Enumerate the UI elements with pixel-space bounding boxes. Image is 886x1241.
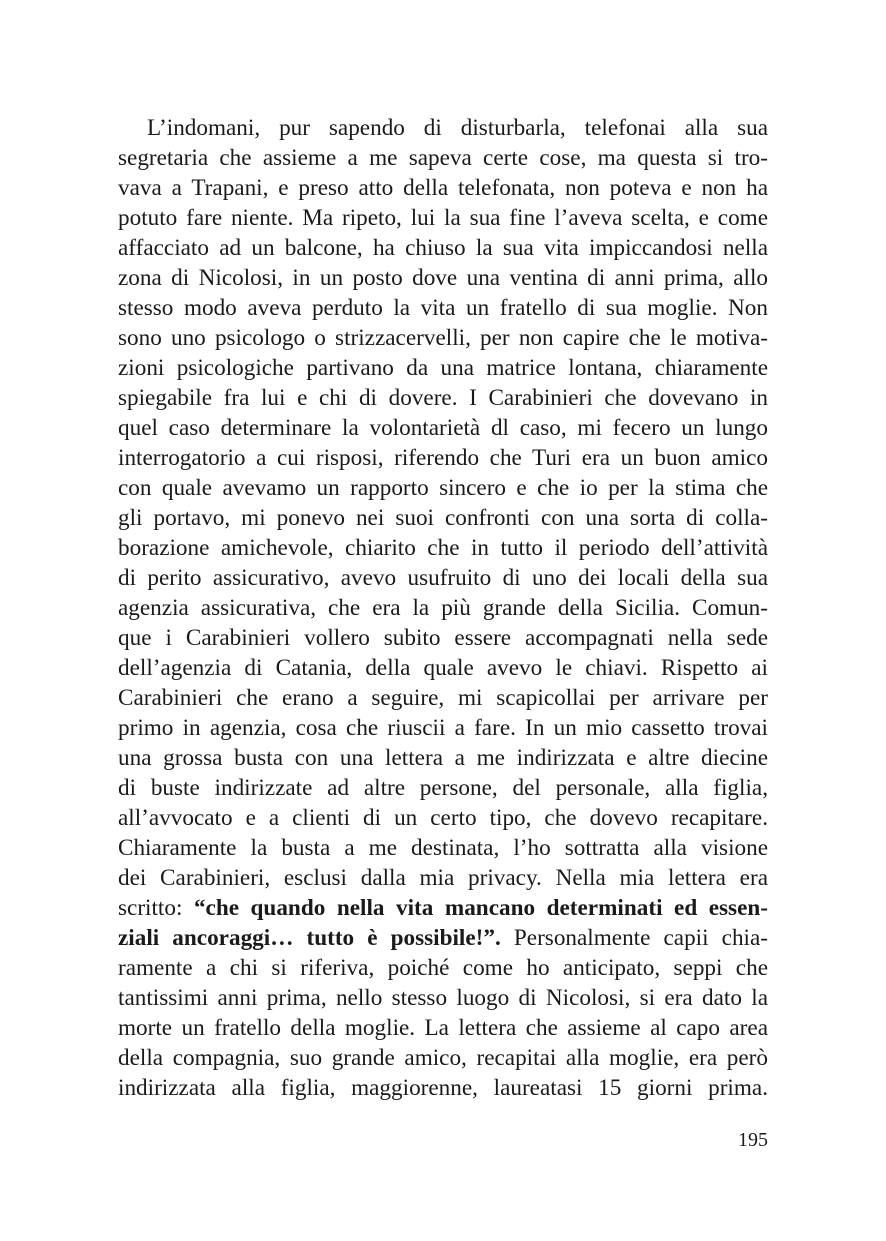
text-line: segretaria che assieme a me sapeva certe cose, ma questa si tro-	[118, 145, 768, 171]
text-line: stesso modo aveva perduto la vita un fratello di sua moglie. Non	[118, 295, 768, 321]
text-line: dei Carabinieri, esclusi dalla mia privacy. Nella mia lettera era	[118, 865, 768, 891]
text-line: potuto fare niente. Ma ripeto, lui la sua fine l’aveva scelta, e come	[118, 205, 768, 231]
text-line: quel caso determinare la volontarietà dl caso, mi fecero un lungo	[118, 415, 768, 441]
page-number: 195	[738, 1129, 768, 1151]
text-line: una grossa busta con una lettera a me indirizzata e altre diecine	[118, 745, 768, 771]
text-line: que i Carabinieri vollero subito essere accompagnati nella sede	[118, 625, 768, 651]
text-line: con quale avevamo un rapporto sincero e che io per la stima che	[118, 475, 768, 501]
text-line: affacciato ad un balcone, ha chiuso la sua vita impiccandosi nella	[118, 235, 768, 261]
text-line: agenzia assicurativa, che era la più grande della Sicilia. Comun-	[118, 595, 768, 621]
text-line: Carabinieri che erano a seguire, mi scapicollai per arrivare per	[118, 685, 768, 711]
text-line: all’avvocato e a clienti di un certo tipo, che dovevo recapitare.	[118, 805, 768, 831]
text-line: zona di Nicolosi, in un posto dove una ventina di anni prima, allo	[118, 265, 768, 291]
text-line: morte un fratello della moglie. La lettera che assieme al capo area	[118, 1015, 768, 1041]
text-line: L’indomani, pur sapendo di disturbarla, telefonai alla sua	[147, 115, 768, 141]
text-line: spiegabile fra lui e chi di dovere. I Carabinieri che dovevano in	[118, 385, 768, 411]
text-line: gli portavo, mi ponevo nei suoi confronti con una sorta di colla-	[118, 505, 768, 531]
text-line: della compagnia, suo grande amico, recapitai alla moglie, era però	[118, 1045, 768, 1071]
body-text	[118, 113, 768, 1103]
text-line-with-quote	[118, 893, 768, 923]
text-line: zioni psicologiche partivano da una matrice lontana, chiaramente	[118, 355, 768, 381]
bold-quote: ziali ancoraggi… tutto è possibile!”.	[118, 925, 501, 951]
text-line: indirizzata alla figlia, maggiorenne, laureatasi 15 giorni prima.	[118, 1075, 768, 1101]
text-line: ramente a chi si riferiva, poiché come ho anticipato, seppi che	[118, 955, 768, 981]
text-line: sono uno psicologo o strizzacervelli, per non capire che le motiva-	[118, 325, 768, 351]
text-line: dell’agenzia di Catania, della quale avevo le chiavi. Rispetto ai	[118, 655, 768, 681]
bold-quote: “che quando nella vita mancano determinati ed essen-	[193, 895, 768, 921]
text-line: primo in agenzia, cosa che riuscii a fare. In un mio cassetto trovai	[118, 715, 768, 741]
text-line: interrogatorio a cui risposi, riferendo che Turi era un buon amico	[118, 445, 768, 471]
text-line: Chiaramente la busta a me destinata, l’ho sottratta alla visione	[118, 835, 768, 861]
text-line: vava a Trapani, e preso atto della telefonata, non poteva e non ha	[118, 175, 768, 201]
line-lead-text: scritto:	[118, 895, 194, 921]
line-tail-text: Personalmente capii chia-	[500, 925, 768, 951]
text-line: di buste indirizzate ad altre persone, del personale, alla figlia,	[118, 775, 768, 801]
text-line: di perito assicurativo, avevo usufruito di uno dei locali della sua	[118, 565, 768, 591]
text-line: borazione amichevole, chiarito che in tutto il periodo dell’attività	[118, 535, 768, 561]
text-line-with-quote	[118, 923, 768, 953]
text-line: tantissimi anni prima, nello stesso luogo di Nicolosi, si era dato la	[118, 985, 768, 1011]
